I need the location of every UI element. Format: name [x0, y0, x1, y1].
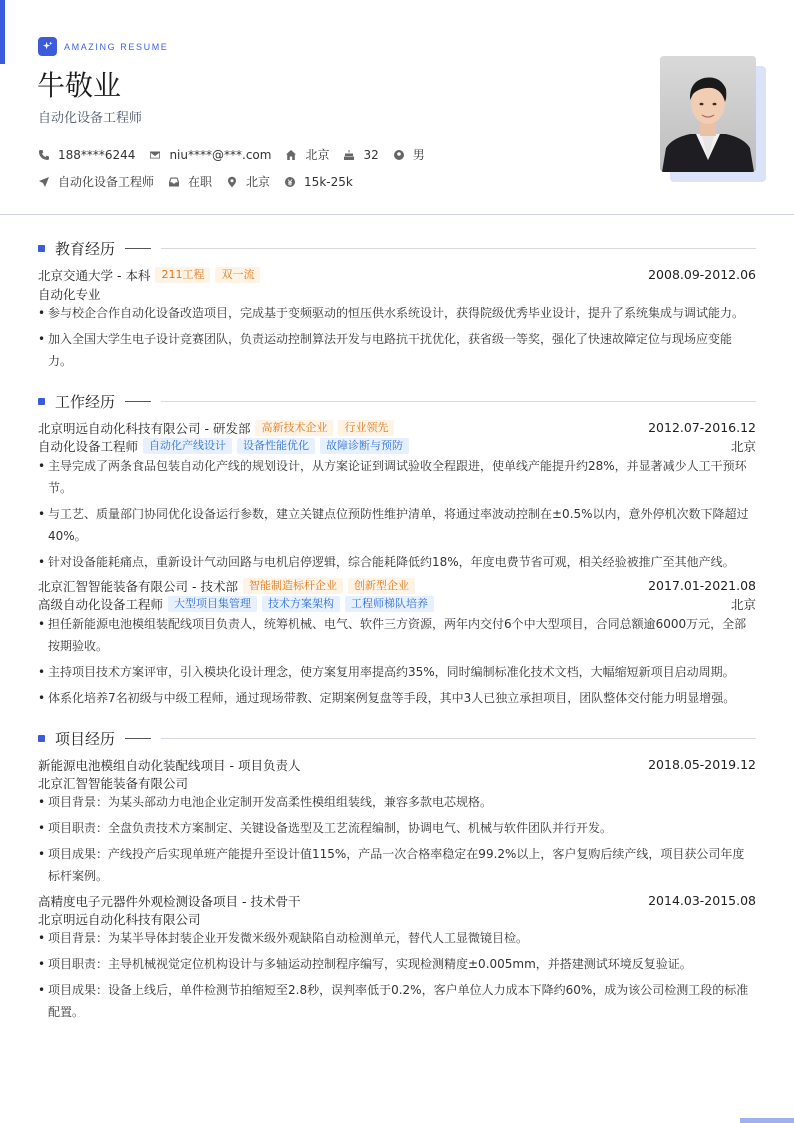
target-city-item	[226, 173, 270, 190]
list-item: • 项目成果：设备上线后，单件检测节拍缩短至2.8秒，误判率低于0.2%，客户单位人力成本下降约60%，成为该公司检测工段的标准配置。	[38, 979, 750, 1023]
project-entry-head	[38, 756, 756, 773]
work-city: 北京	[730, 438, 756, 454]
inbox-icon	[168, 176, 180, 188]
list-item: • 担任新能源电池模组装配线项目负责人，统筹机械、电气、软件三方资源，两年内交付6个中大型项目，合同总额逾6000万元，全部按期验收。	[38, 613, 750, 657]
education-date: 2008.09-2012.06	[648, 267, 756, 282]
section-line	[161, 248, 756, 249]
role-name: 自动化设备工程师	[38, 438, 139, 454]
work-city: 北京	[730, 596, 756, 612]
contact-row	[38, 146, 439, 163]
age-item	[343, 148, 378, 162]
project-company: 北京汇智智能装备有限公司	[38, 775, 189, 791]
projects-section-title	[38, 728, 756, 749]
gender-item	[393, 146, 425, 163]
company-tag: 创新型企业	[348, 578, 415, 594]
school-tag: 双一流	[215, 267, 260, 283]
company-name: 北京汇智智能装备有限公司 - 技术部	[38, 578, 238, 594]
list-item: • 主持项目技术方案评审，引入模块化设计理念，使方案复用率提高约35%，同时编制标准化技术文档，大幅缩短新项目启动周期。	[38, 661, 750, 683]
company-tag: 智能制造标杆企业	[243, 578, 343, 594]
location-item	[285, 146, 329, 163]
list-item: • 体系化培养7名初级与中级工程师，通过现场带教、定期案例复盘等手段，其中3人已独立承担项目，团队整体交付能力明显增强。	[38, 687, 750, 709]
brand	[38, 37, 168, 56]
phone-icon	[38, 149, 50, 161]
location-text: 北京	[305, 148, 330, 162]
section-label: 项目经历	[55, 730, 116, 748]
profile-photo	[660, 56, 756, 172]
salary-item	[284, 175, 353, 189]
work-date: 2017.01-2021.08	[648, 578, 756, 593]
role-tag: 故障诊断与预防	[320, 438, 409, 454]
section-line	[161, 738, 756, 739]
project-entry-head	[38, 892, 756, 909]
target-city-text: 北京	[246, 175, 271, 189]
work-entry-head	[38, 577, 756, 594]
section-marker	[38, 245, 45, 252]
project-date: 2018.05-2019.12	[648, 757, 756, 772]
send-icon	[38, 176, 50, 188]
phone-item	[38, 148, 135, 162]
section-dash	[125, 738, 151, 739]
status-item	[168, 173, 212, 190]
project-date: 2014.03-2015.08	[648, 893, 756, 908]
salary-text: 15k-25k	[304, 174, 353, 189]
work-role-row	[38, 595, 756, 612]
list-item: • 针对设备能耗痛点，重新设计气动回路与电机启停逻辑，综合能耗降低约18%，年度电费节省可观，相关经验被推广至其他产线。	[38, 551, 750, 573]
gender-icon	[393, 149, 405, 161]
major: 自动化专业	[38, 286, 101, 302]
school-tag: 211工程	[155, 267, 210, 283]
project-name: 高精度电子元器件外观检测设备项目 - 技术骨干	[38, 893, 301, 909]
education-section-title	[38, 238, 756, 259]
role-name: 高级自动化设备工程师	[38, 596, 164, 612]
list-item: • 与工艺、质量部门协同优化设备运行参数，建立关键点位预防性维护清单，将通过率波动控制在±0.5%以内，意外停机次数下降超过40%。	[38, 503, 750, 547]
section-marker	[38, 735, 45, 742]
list-item: • 参与校企合作自动化设备改造项目，完成基于变频驱动的恒压供水系统设计，获得院级优秀毕业设计，提升了系统集成与调试能力。	[38, 302, 750, 324]
list-item: • 项目背景：为某半导体封装企业开发微米级外观缺陷自动检测单元，替代人工显微镜目检。	[38, 927, 750, 949]
mail-icon	[149, 149, 161, 161]
work-entry-head	[38, 419, 756, 436]
home-icon	[285, 149, 297, 161]
footer-accent-bar	[740, 1118, 794, 1123]
money-icon	[284, 176, 296, 188]
candidate-name: 牛敬业	[37, 69, 122, 102]
list-item: • 项目职责：主导机械视觉定位机构设计与多轴运动控制程序编写，实现检测精度±0.005mm，并搭建测试环境反复验证。	[38, 953, 750, 975]
education-major-row	[38, 285, 756, 302]
role-tag: 技术方案架构	[262, 596, 340, 612]
list-item: • 项目成果：产线投产后实现单班产能提升至设计值115%，产品一次合格率稳定在99.2%以上，客户复购后续产线，项目获公司年度标杆案例。	[38, 843, 750, 887]
company-name: 北京明远自动化科技有限公司 - 研发部	[38, 420, 251, 436]
brand-label: AMAZING RESUME	[64, 41, 169, 52]
section-marker	[38, 398, 45, 405]
resume-header	[0, 0, 794, 214]
company-tag: 高新技术企业	[255, 420, 333, 436]
target-position-item	[38, 173, 154, 190]
status-text: 在职	[188, 175, 213, 189]
list-item: • 项目职责：全盘负责技术方案制定、关键设备选型及工艺流程编制，协调电气、机械与软件团队并行开发。	[38, 817, 750, 839]
role-tag: 工程师梯队培养	[345, 596, 434, 612]
work-date: 2012.07-2016.12	[648, 420, 756, 435]
map-pin-icon	[226, 176, 238, 188]
company-tag: 行业领先	[338, 420, 394, 436]
age-text: 32	[363, 147, 379, 162]
section-line	[161, 401, 756, 402]
role-tag: 自动化产线设计	[143, 438, 232, 454]
project-company-row	[38, 910, 756, 927]
header-divider	[0, 214, 794, 215]
list-item: • 项目背景：为某头部动力电池企业定制开发高柔性模组组装线，兼容多款电芯规格。	[38, 791, 750, 813]
section-dash	[125, 248, 151, 249]
role-tag: 大型项目集管理	[168, 596, 257, 612]
list-item: • 主导完成了两条食品包装自动化产线的规划设计，从方案论证到调试验收全程跟进，使单线产能提升约28%，并显著减少人工干预环节。	[38, 455, 750, 499]
education-entry-head	[38, 266, 756, 283]
project-company: 北京明远自动化科技有限公司	[38, 911, 201, 927]
section-label: 工作经历	[55, 393, 116, 411]
school-name: 北京交通大学 - 本科	[38, 267, 151, 283]
role-tag: 设备性能优化	[237, 438, 315, 454]
avatar	[660, 56, 756, 172]
section-label: 教育经历	[55, 240, 116, 258]
job-intent-row	[38, 173, 367, 190]
gender-text: 男	[412, 148, 425, 162]
email-item	[149, 148, 271, 162]
cake-icon	[343, 149, 355, 161]
list-item: • 加入全国大学生电子设计竞赛团队，负责运动控制算法开发与电路抗干扰优化，获省级一等奖，强化了快速故障定位与现场应变能力。	[38, 328, 750, 372]
email-text: niu****@***.com	[169, 147, 272, 162]
candidate-title: 自动化设备工程师	[38, 111, 143, 126]
project-company-row	[38, 774, 756, 791]
phone-text: 188****6244	[58, 147, 136, 162]
project-name: 新能源电池模组自动化装配线项目 - 项目负责人	[38, 757, 301, 773]
target-position-text: 自动化设备工程师	[58, 175, 155, 189]
sparkle-icon	[38, 37, 57, 56]
section-dash	[125, 401, 151, 402]
work-role-row	[38, 437, 756, 454]
work-section-title	[38, 391, 756, 412]
